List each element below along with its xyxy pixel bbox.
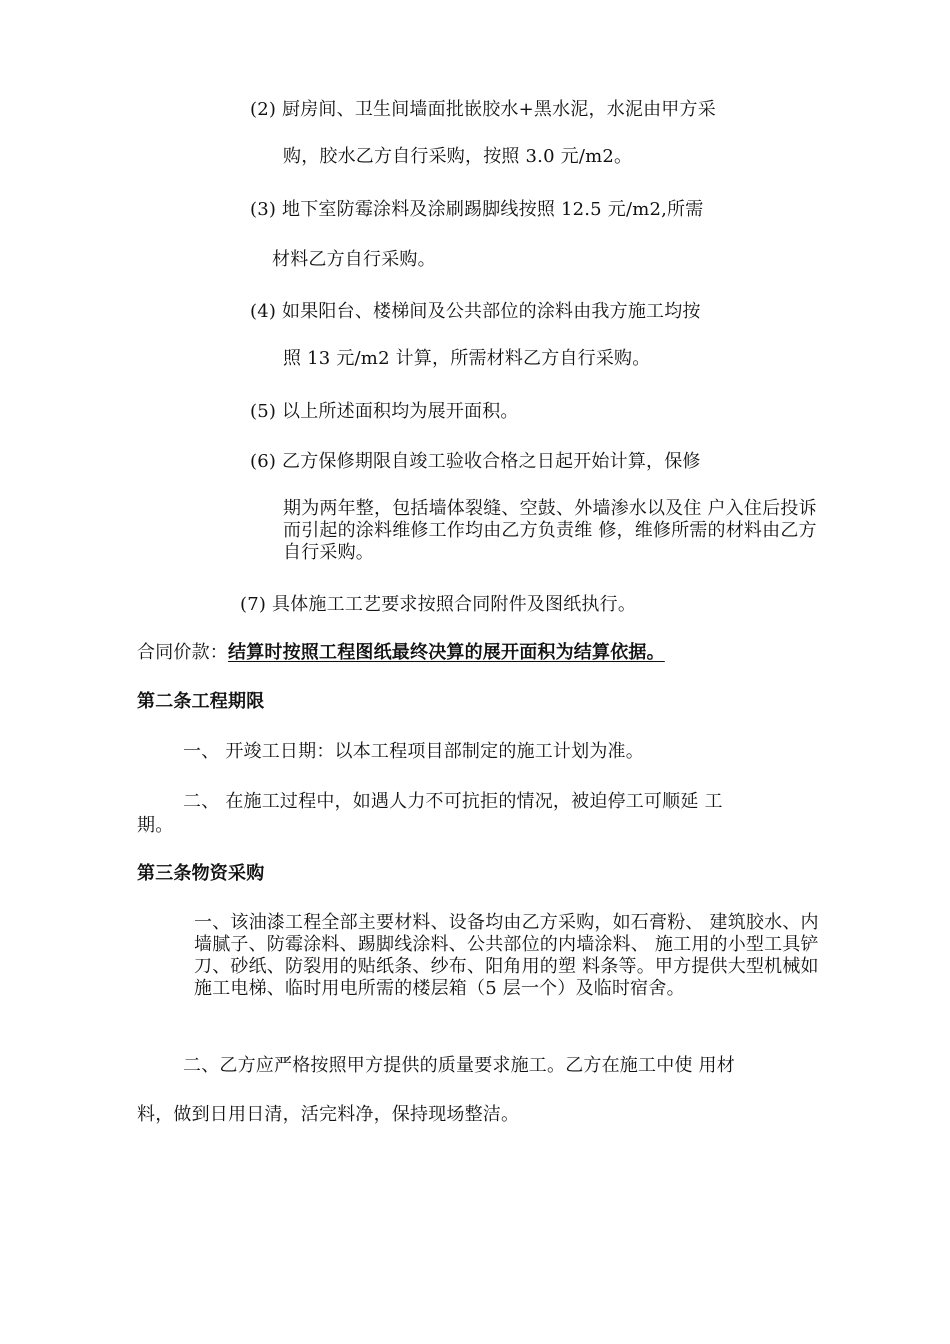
- contract-price: [137, 642, 665, 664]
- article-2-para-1: 一、 开竣工日期：以本工程项目部制定的施工计划为准。: [183, 741, 644, 762]
- item-2-line-2: 购，胶水乙方自行采购，按照 3.0 元/m2。: [283, 146, 633, 167]
- item-4-line-2: 照 13 元/m2 计算，所需材料乙方自行采购。: [283, 348, 651, 369]
- contract-price-text: 结算时按照工程图纸最终决算的展开面积为结算依据。: [228, 642, 665, 663]
- article-3-title: 第三条物资采购: [137, 863, 265, 884]
- item-2-line-1: (2) 厨房间、卫生间墙面批嵌胶水+黑水泥，水泥由甲方采: [250, 99, 716, 120]
- article-3-para-2-line-2: 料，做到日用日清，活完料净，保持现场整洁。: [137, 1104, 520, 1125]
- item-6-paragraph: 期为两年整，包括墙体裂缝、空鼓、外墙渗水以及住 户入住后投诉而引起的涂料维修工作均由乙方负责维 修，维修所需的材料由乙方自行采购。: [283, 498, 817, 563]
- item-3-line-1: (3) 地下室防霉涂料及涂刷踢脚线按照 12.5 元/m2,所需: [250, 199, 704, 220]
- article-2-para-2-line-2: 期。: [137, 815, 174, 836]
- item-4-line-1: (4) 如果阳台、楼梯间及公共部位的涂料由我方施工均按: [250, 301, 701, 322]
- article-2-para-2-line-1: 二、 在施工过程中，如遇人力不可抗拒的情况，被迫停工可顺延 工: [183, 791, 723, 812]
- item-3-line-2: 材料乙方自行采购。: [272, 249, 436, 270]
- contract-price-label: 合同价款：: [137, 642, 228, 663]
- article-2-title: 第二条工程期限: [137, 691, 265, 712]
- article-3-para-2-line-1: 二、乙方应严格按照甲方提供的质量要求施工。乙方在施工中使 用材: [183, 1055, 735, 1076]
- article-3-para-1: 一、该油漆工程全部主要材料、设备均由乙方采购，如石膏粉、 建筑胶水、内墙腻子、防霉涂料、踢脚线涂料、公共部位的内墙涂料、 施工用的小型工具铲刀、砂纸、防裂用的贴纸条、纱布、阳角用的塑 料条等。甲方提供大型机械如施工电梯、临时用电所需的楼层箱（5 层一个）及临时宿舍。: [194, 912, 819, 999]
- item-6-line-1: (6) 乙方保修期限自竣工验收合格之日起开始计算，保修: [250, 451, 701, 472]
- item-7: (7) 具体施工工艺要求按照合同附件及图纸执行。: [240, 594, 637, 615]
- item-5: (5) 以上所述面积均为展开面积。: [250, 401, 519, 422]
